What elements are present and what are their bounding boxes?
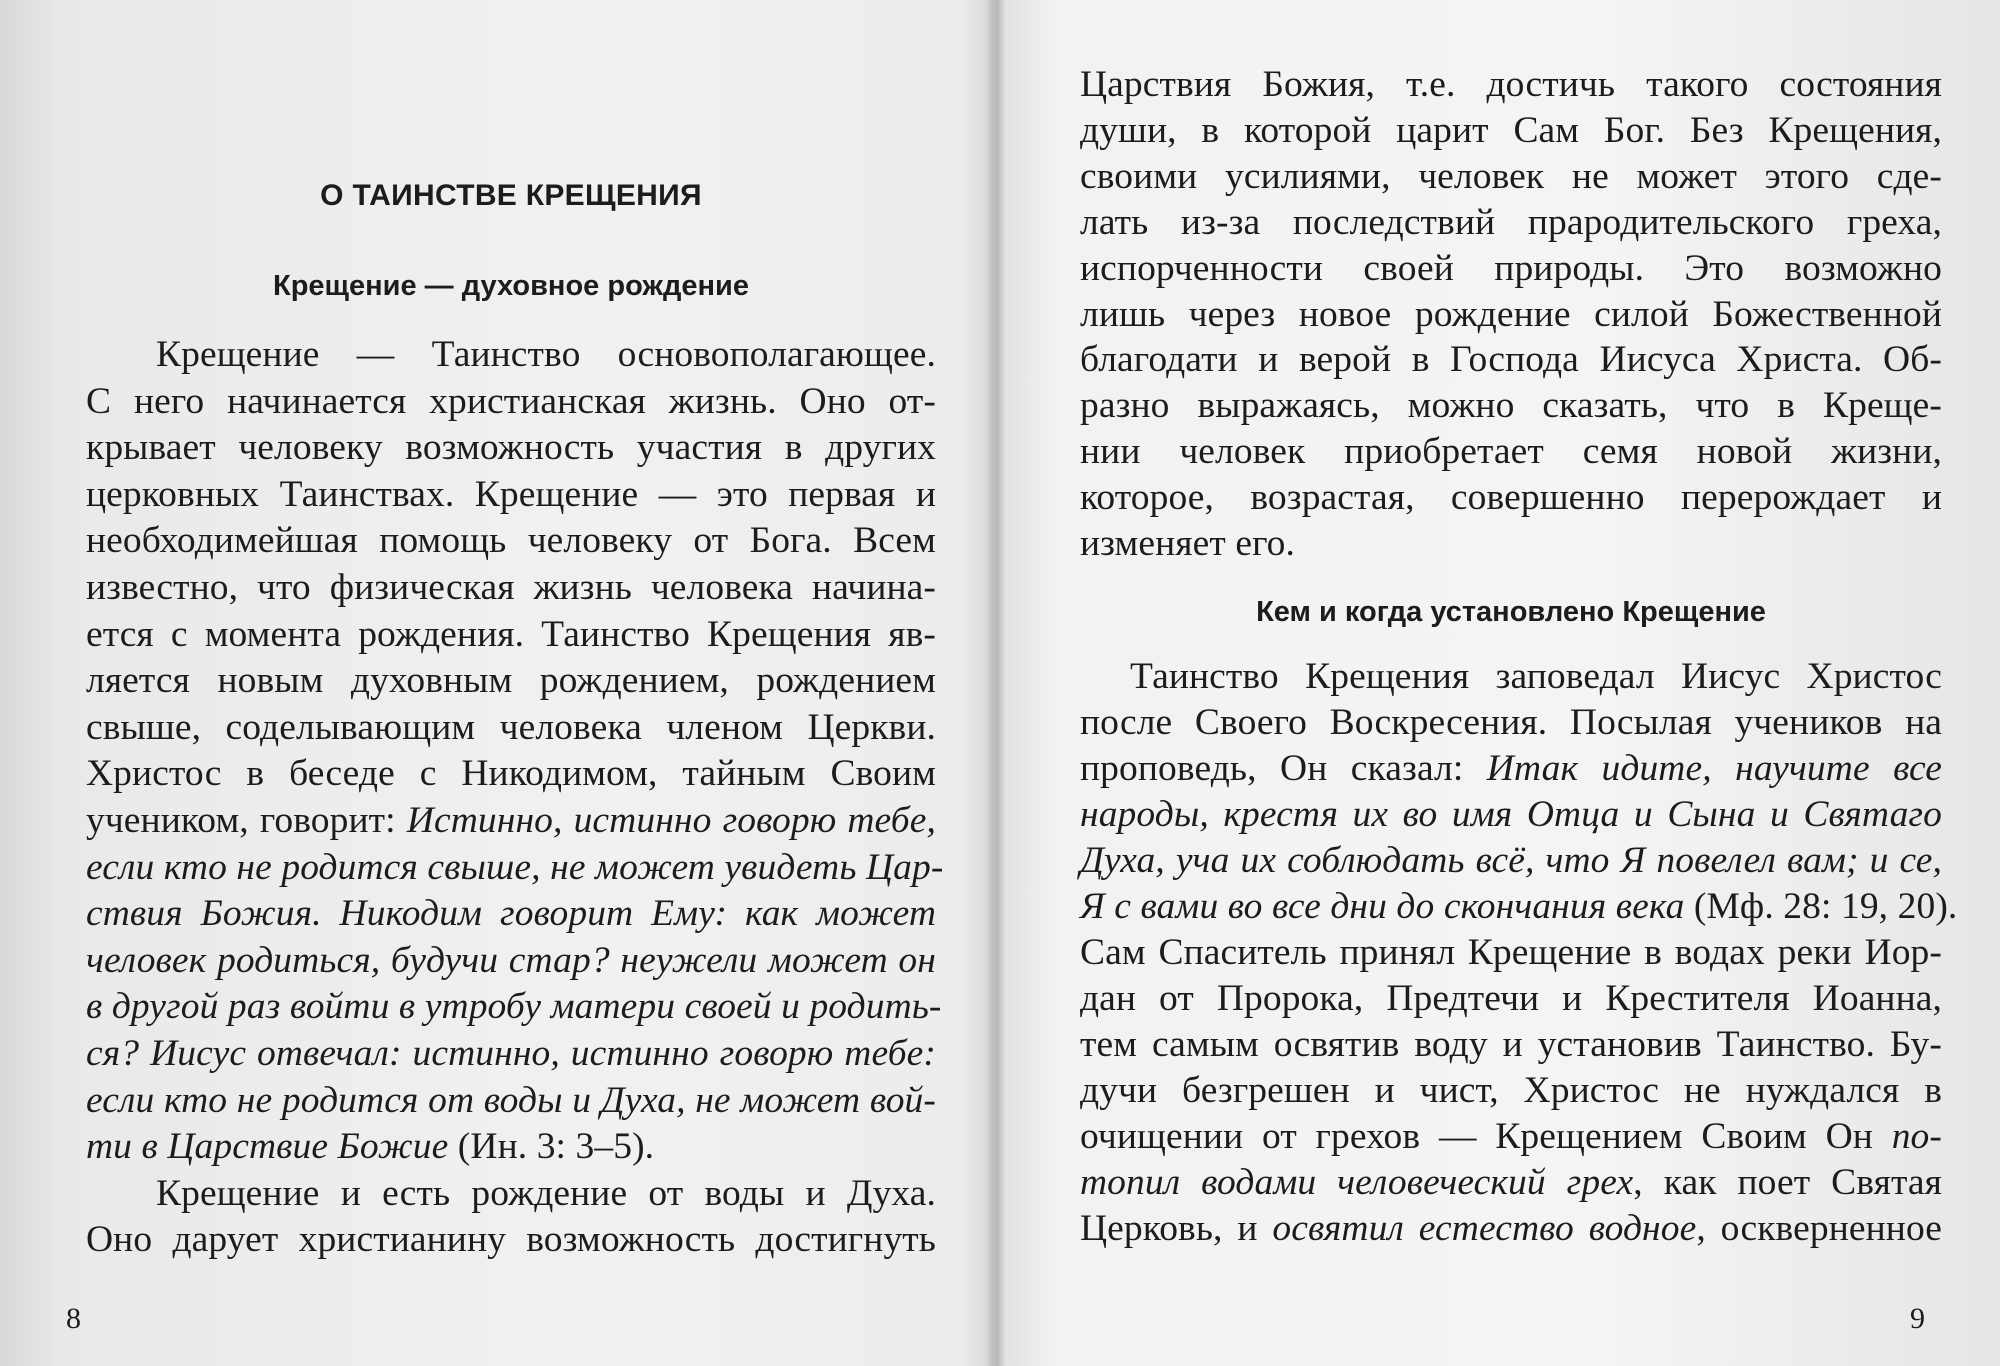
text-line	[86, 472, 936, 518]
text-line	[1080, 1114, 1942, 1160]
section-heading: Кем и когда установлено Крещение	[1256, 596, 1766, 628]
text-line	[1080, 475, 1942, 521]
italic-quote-segment: Духа, уча их соблюдать всё, что Я повелел вам; и се,	[1080, 840, 1942, 881]
italic-quote-segment: топил водами человеческий грех	[1080, 1162, 1634, 1203]
text-segment: Крещение — Таинство основополагающее.	[156, 334, 936, 375]
text-segment: (Ин. 3: 3–5).	[448, 1126, 655, 1168]
text-line	[1080, 884, 1958, 930]
text-line	[86, 1031, 936, 1077]
text-line	[86, 379, 936, 425]
text-segment: , как поет Святая	[1633, 1162, 1942, 1203]
text-segment: Крещение и есть рождение от воды и Духа.	[156, 1172, 936, 1214]
text-line	[1080, 1022, 1942, 1068]
text-line	[86, 1078, 936, 1124]
text-line	[86, 984, 942, 1030]
italic-quote-segment: ся? Иисус отвечал: истинно, истинно говорю тебе:	[86, 1033, 936, 1074]
text-line	[86, 891, 936, 937]
text-line	[86, 798, 936, 844]
text-segment: своими усилиями, человек не может этого сде-	[1080, 155, 1942, 197]
text-line	[86, 938, 936, 984]
text-segment: нии человек приобретает семя новой жизни,	[1080, 431, 1942, 473]
text-segment: после Своего Воскресения. Посылая учеников на	[1080, 702, 1942, 743]
text-segment: ется с момента рождения. Таинство Крещения яв-	[86, 613, 936, 655]
text-line	[1080, 246, 1942, 292]
text-line	[156, 1171, 936, 1217]
text-line	[1080, 337, 1942, 383]
italic-quote-segment: если кто не родится от воды и Духа, не может вой-	[86, 1079, 936, 1121]
text-line	[1130, 654, 1942, 700]
right-page	[1000, 0, 2000, 1366]
text-line	[86, 751, 936, 797]
text-line	[1080, 700, 1942, 746]
text-line	[1080, 838, 1942, 884]
text-line	[86, 518, 936, 564]
page-number: 9	[1910, 1302, 1925, 1335]
text-segment: дан от Пророка, Предтечи и Крестителя Иоанна,	[1080, 978, 1942, 1019]
text-segment: которое, возрастая, совершенно перерождает и	[1080, 477, 1942, 519]
text-line	[1080, 792, 1942, 838]
italic-quote-segment: Я с вами во все дни до скончания века	[1080, 886, 1685, 927]
text-line	[1080, 62, 1942, 108]
text-line	[1080, 746, 1942, 792]
text-segment: души, в которой царит Сам Бог. Без Крещения,	[1080, 109, 1942, 151]
chapter-title: О ТАИНСТВЕ КРЕЩЕНИЯ	[320, 179, 702, 212]
text-segment: Царствия Божия, т.е. достичь такого состояния	[1080, 64, 1942, 105]
text-line	[1080, 976, 1942, 1022]
text-line	[1080, 292, 1942, 338]
text-line	[1080, 1160, 1942, 1206]
text-segment: изменяет его.	[1080, 523, 1295, 564]
italic-quote-segment: Итак идите, научите все	[1486, 748, 1942, 789]
italic-quote-segment: по-	[1891, 1116, 1942, 1157]
text-segment: благодати и верой в Господа Иисуса Христа. Об-	[1080, 339, 1942, 381]
italic-quote-segment: Истинно, истинно говорю тебе,	[406, 800, 936, 841]
italic-quote-segment: в другой раз войти в утробу матери своей и родить-	[86, 986, 942, 1028]
text-segment: испорченности своей природы. Это возможно	[1080, 247, 1942, 289]
text-line	[86, 1217, 936, 1263]
text-segment: крывает человеку возможность участия в других	[86, 427, 936, 469]
text-line	[86, 612, 936, 658]
text-segment: С него начинается христианская жизнь. Оно от-	[86, 380, 936, 422]
text-segment: Христос в беседе с Никодимом, тайным Своим	[86, 753, 936, 795]
text-line	[1080, 108, 1942, 154]
text-segment: тем самым освятив воду и установив Таинство. Бу-	[1080, 1024, 1942, 1065]
text-line	[86, 425, 936, 471]
text-line	[156, 332, 936, 378]
text-line	[1080, 429, 1942, 475]
italic-quote-segment: ствия Божия. Никодим говорит Ему: как может	[86, 893, 936, 935]
italic-quote-segment: человек родиться, будучи стар? неужели может он	[86, 939, 936, 981]
text-segment: необходимейшая помощь человеку от Бога. Всем	[86, 520, 936, 562]
text-line	[86, 705, 936, 751]
text-segment: лишь через новое рождение силой Божественной	[1080, 293, 1942, 335]
italic-quote-segment: ти в Царствие Божие	[86, 1126, 449, 1168]
italic-quote-segment: освятил естество водное	[1272, 1208, 1697, 1249]
text-segment: ляется новым духовным рождением, рождением	[86, 660, 936, 702]
text-segment: очищении от грехов — Крещением Своим Он	[1080, 1116, 1892, 1157]
text-line	[1080, 383, 1942, 429]
text-segment: (Мф. 28: 19, 20).	[1684, 886, 1958, 927]
text-segment: учеником, говорит:	[86, 800, 407, 841]
text-line	[1080, 200, 1942, 246]
text-line	[1080, 930, 1942, 976]
text-segment: Оно дарует христианину возможность достигнуть	[86, 1219, 936, 1261]
text-segment: , оскверненное	[1696, 1208, 1942, 1249]
text-segment: проповедь, Он сказал:	[1080, 748, 1487, 789]
text-line	[86, 1124, 936, 1170]
text-segment: известно, что физическая жизнь человека начина-	[86, 567, 936, 608]
italic-quote-segment: если кто не родится свыше, не может увидеть Цар-	[86, 846, 944, 888]
left-page	[0, 0, 990, 1366]
section-heading: Крещение — духовное рождение	[273, 270, 749, 302]
italic-quote-segment: народы, крестя их во имя Отца и Сына и Святаго	[1080, 794, 1942, 835]
text-line	[1080, 1206, 1942, 1252]
text-segment: Церковь, и	[1080, 1208, 1273, 1249]
text-line	[1080, 1068, 1942, 1114]
text-line	[86, 565, 936, 611]
text-segment: свыше, соделывающим человека членом Церкви.	[86, 706, 936, 748]
text-line	[86, 845, 944, 891]
text-segment: церковных Таинствах. Крещение — это первая и	[86, 473, 936, 515]
page-number: 8	[66, 1302, 81, 1335]
text-segment: Таинство Крещения заповедал Иисус Христос	[1130, 656, 1942, 697]
text-line	[1080, 521, 1942, 567]
text-line	[1080, 154, 1942, 200]
text-segment: Сам Спаситель принял Крещение в водах реки Иор-	[1080, 932, 1942, 973]
text-line	[86, 658, 936, 704]
text-segment: разно выражаясь, можно сказать, что в Креще-	[1080, 385, 1942, 427]
text-segment: дучи безгрешен и чист, Христос не нуждался в	[1080, 1070, 1942, 1111]
text-segment: лать из-за последствий прародительского греха,	[1080, 201, 1942, 243]
